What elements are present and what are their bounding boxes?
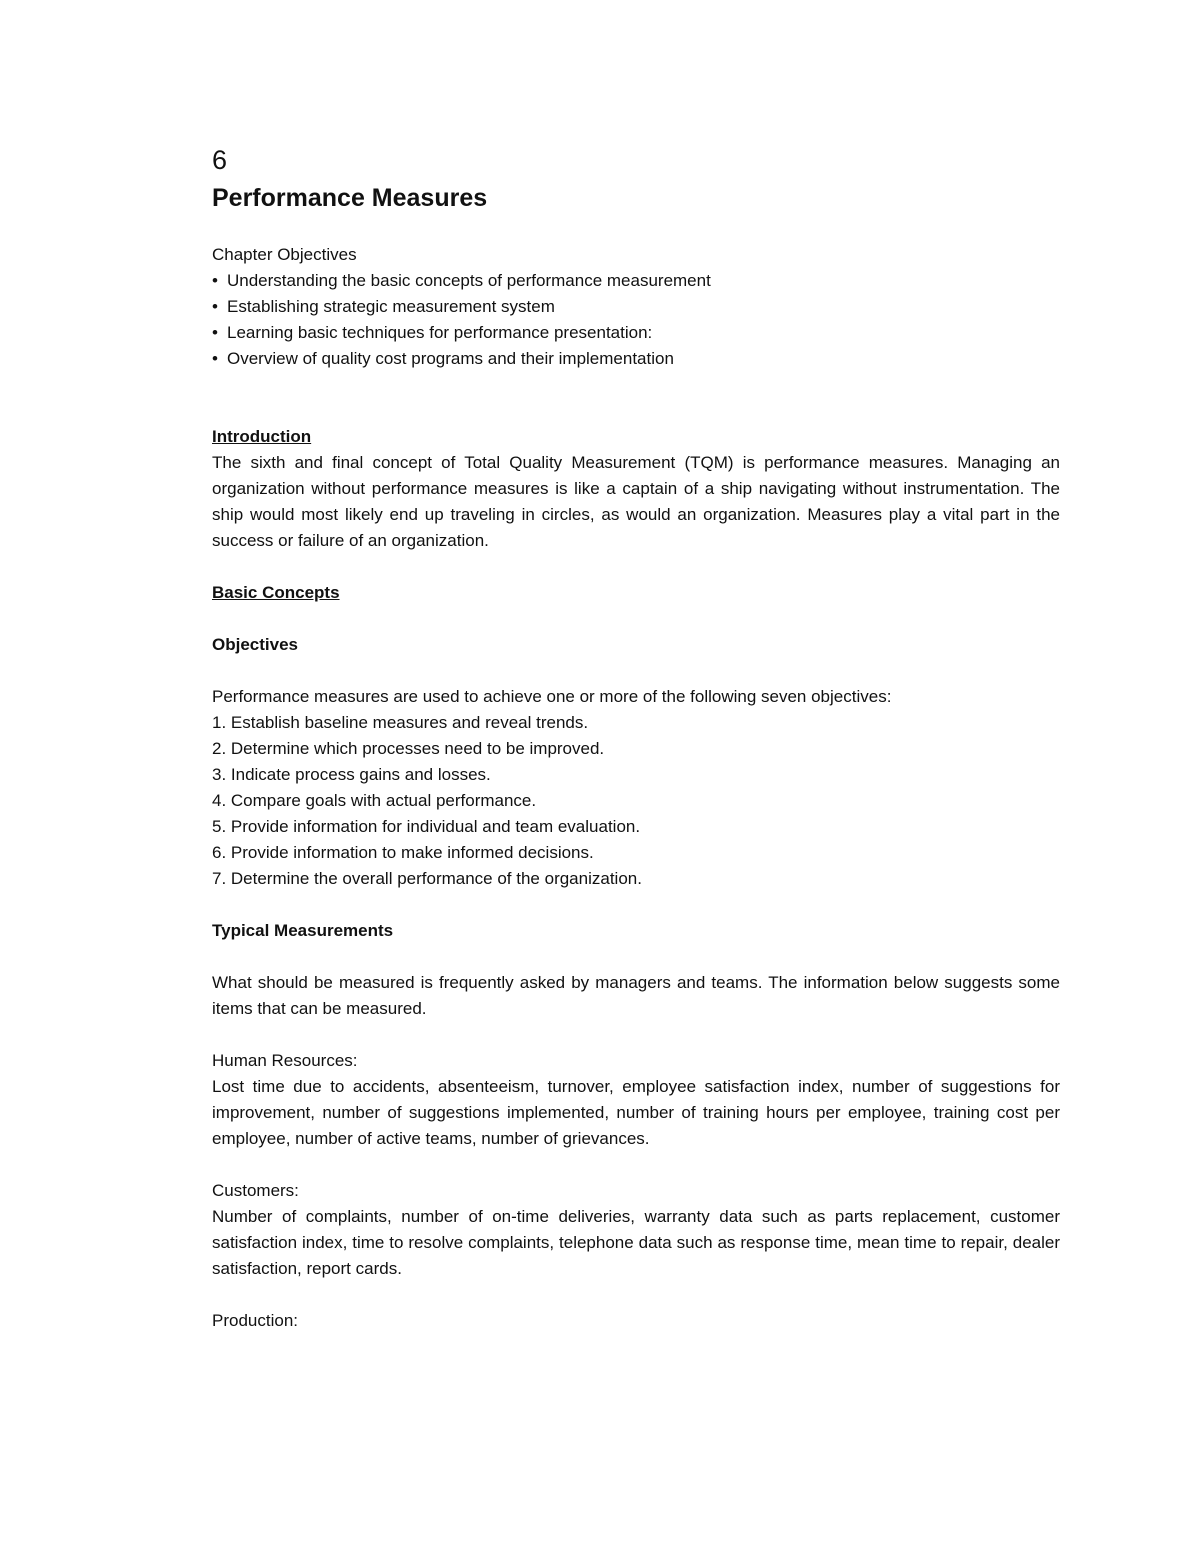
bullet-icon: •	[212, 349, 218, 368]
chapter-objectives-label: Chapter Objectives	[212, 245, 357, 264]
chapter-objectives-list	[212, 268, 1060, 372]
introduction-heading: Introduction	[212, 427, 312, 446]
list-item	[212, 268, 1060, 294]
list-item: 3. Indicate process gains and losses.	[212, 765, 491, 784]
bullet-icon: •	[212, 271, 218, 290]
spacer	[212, 554, 1060, 580]
human-resources-text: Lost time due to accidents, absenteeism, turnover, employee satisfaction index, number of suggestions for improvement, number of suggestions implemented, number of training hours per employee, training cost per employee, number of active teams, number of grievances.	[212, 1077, 1060, 1148]
list-item	[212, 346, 1060, 372]
list-item	[212, 294, 1060, 320]
customers-label: Customers:	[212, 1181, 299, 1200]
list-item: 1. Establish baseline measures and reveal trends.	[212, 713, 589, 732]
spacer	[212, 606, 1060, 632]
document-page	[212, 140, 1060, 1334]
spacer	[212, 1152, 1060, 1178]
typical-measurements-heading: Typical Measurements	[212, 921, 394, 940]
human-resources-label: Human Resources:	[212, 1051, 358, 1070]
production-label: Production:	[212, 1311, 298, 1330]
seven-objectives-list	[212, 710, 1060, 892]
objective-text: Learning basic techniques for performance presentation:	[227, 323, 653, 342]
list-item	[212, 320, 1060, 346]
objective-text: Understanding the basic concepts of performance measurement	[227, 271, 711, 290]
bullet-icon: •	[212, 297, 218, 316]
objectives-heading: Objectives	[212, 635, 298, 654]
objectives-intro: Performance measures are used to achieve one or more of the following seven objectives:	[212, 687, 892, 706]
customers-text: Number of complaints, number of on-time deliveries, warranty data such as parts replacement, customer satisfaction index, time to resolve complaints, telephone data such as response time, mean time to repair, dealer satisfaction, report cards.	[212, 1207, 1060, 1278]
basic-concepts-heading: Basic Concepts	[212, 583, 340, 602]
objective-text: Establishing strategic measurement system	[227, 297, 555, 316]
typical-measurements-intro: What should be measured is frequently asked by managers and teams. The information below suggests some items that can be measured.	[212, 973, 1060, 1018]
spacer	[212, 1022, 1060, 1048]
spacer	[212, 1282, 1060, 1308]
spacer	[212, 944, 1060, 970]
chapter-number: 6	[212, 145, 228, 175]
list-item: 2. Determine which processes need to be improved.	[212, 739, 605, 758]
introduction-paragraph: The sixth and final concept of Total Quality Measurement (TQM) is performance measures. Managing an organization without performance measures is like a captain of a ship navigating without instrumentation. The ship would most likely end up traveling in circles, as would an organization. Measures play a vital part in the success or failure of an organization.	[212, 453, 1060, 550]
spacer	[212, 372, 1060, 424]
bullet-icon: •	[212, 323, 218, 342]
objective-text: Overview of quality cost programs and their implementation	[227, 349, 674, 368]
spacer	[212, 658, 1060, 684]
list-item: 7. Determine the overall performance of the organization.	[212, 869, 642, 888]
list-item: 4. Compare goals with actual performance.	[212, 791, 537, 810]
list-item: 5. Provide information for individual and team evaluation.	[212, 817, 641, 836]
list-item: 6. Provide information to make informed decisions.	[212, 843, 594, 862]
spacer	[212, 892, 1060, 918]
chapter-title: Performance Measures	[212, 184, 488, 212]
